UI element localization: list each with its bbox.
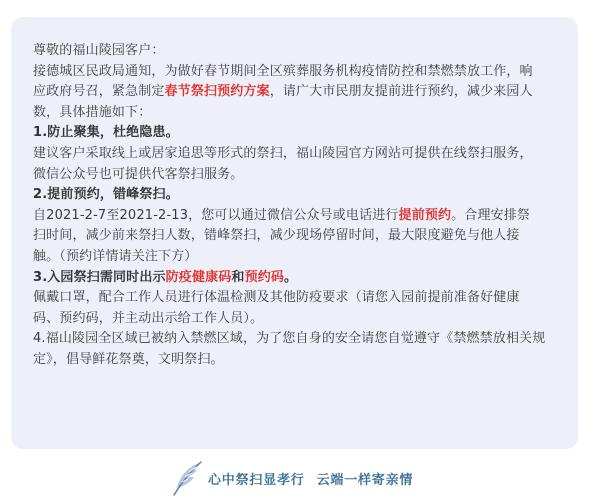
section-3-title [33,268,560,289]
feather-icon [168,458,208,498]
section-1-title: 1.防止聚集，杜绝隐患。 [33,125,179,141]
section-3-title-mid: 和 [231,269,245,285]
section-3-title-end: 。 [284,269,298,285]
footer [0,450,600,504]
intro-line-1: 接德城区民政局通知，为做好春节期间全区殡葬服务机构疫情防控和禁燃禁放工作，响 [33,63,533,79]
health-code-highlight: 防疫健康码 [165,269,232,285]
intro-line-2-post: ，请广大市民朋友提前进行预约，减少来园人 [269,84,533,100]
slogan-part-2: 云端一样寄亲情 [316,473,414,488]
section-2-line-1-pre: 自2021-2-7至2021-2-13，您可以通过微信公众号或电话进行 [33,207,399,223]
slogan-part-1: 心中祭扫显孝行 [208,473,305,488]
intro-line-2-pre: 应政府号召，紧急制定 [33,84,165,100]
section-2-line-1 [33,206,560,227]
intro-line-2 [33,82,560,103]
section-1-line-1: 建议客户采取线上或居家追思等形式的祭扫，福山陵园官方网站可提供在线祭扫服务， [33,145,533,161]
section-4-line-2: 定》，倡导鲜花祭奠，文明祭扫。 [33,351,224,367]
section-2-title: 2.提前预约，错峰祭扫。 [33,187,179,203]
section-1-line-2: 微信公众号也可提供代客祭扫服务。 [33,166,244,182]
section-2-line-3: 触。（预约详情请关注下方） [33,248,198,264]
section-4-line-1: 4.福山陵园全区域已被纳入禁燃区域，为了您自身的安全请您自觉遵守《禁燃禁放相关规 [33,331,546,347]
booking-code-highlight: 预约码 [244,269,285,285]
section-3-line-1: 佩戴口罩，配合工作人员进行体温检测及其他防疫要求（请您入园前提前准备好健康 [33,290,520,306]
section-2-line-2: 扫时间，减少前来祭扫人数，错峰祭扫，减少现场停留时间，最大限度避免与他人接 [33,228,520,244]
section-3-line-2: 码、预约码，并主动出示给工作人员）。 [33,310,264,326]
notice-card [11,17,578,449]
plan-highlight: 春节祭扫预约方案 [164,84,270,100]
booking-highlight: 提前预约 [398,207,452,223]
intro-line-3: 数，具体措施如下： [33,104,152,120]
section-2-line-1-post: 。合理安排祭 [451,207,531,223]
greeting: 尊敬的福山陵园客户： [33,43,165,58]
footer-slogan [208,469,413,488]
section-3-title-pre: 3.入园祭扫需同时出示 [33,269,166,285]
